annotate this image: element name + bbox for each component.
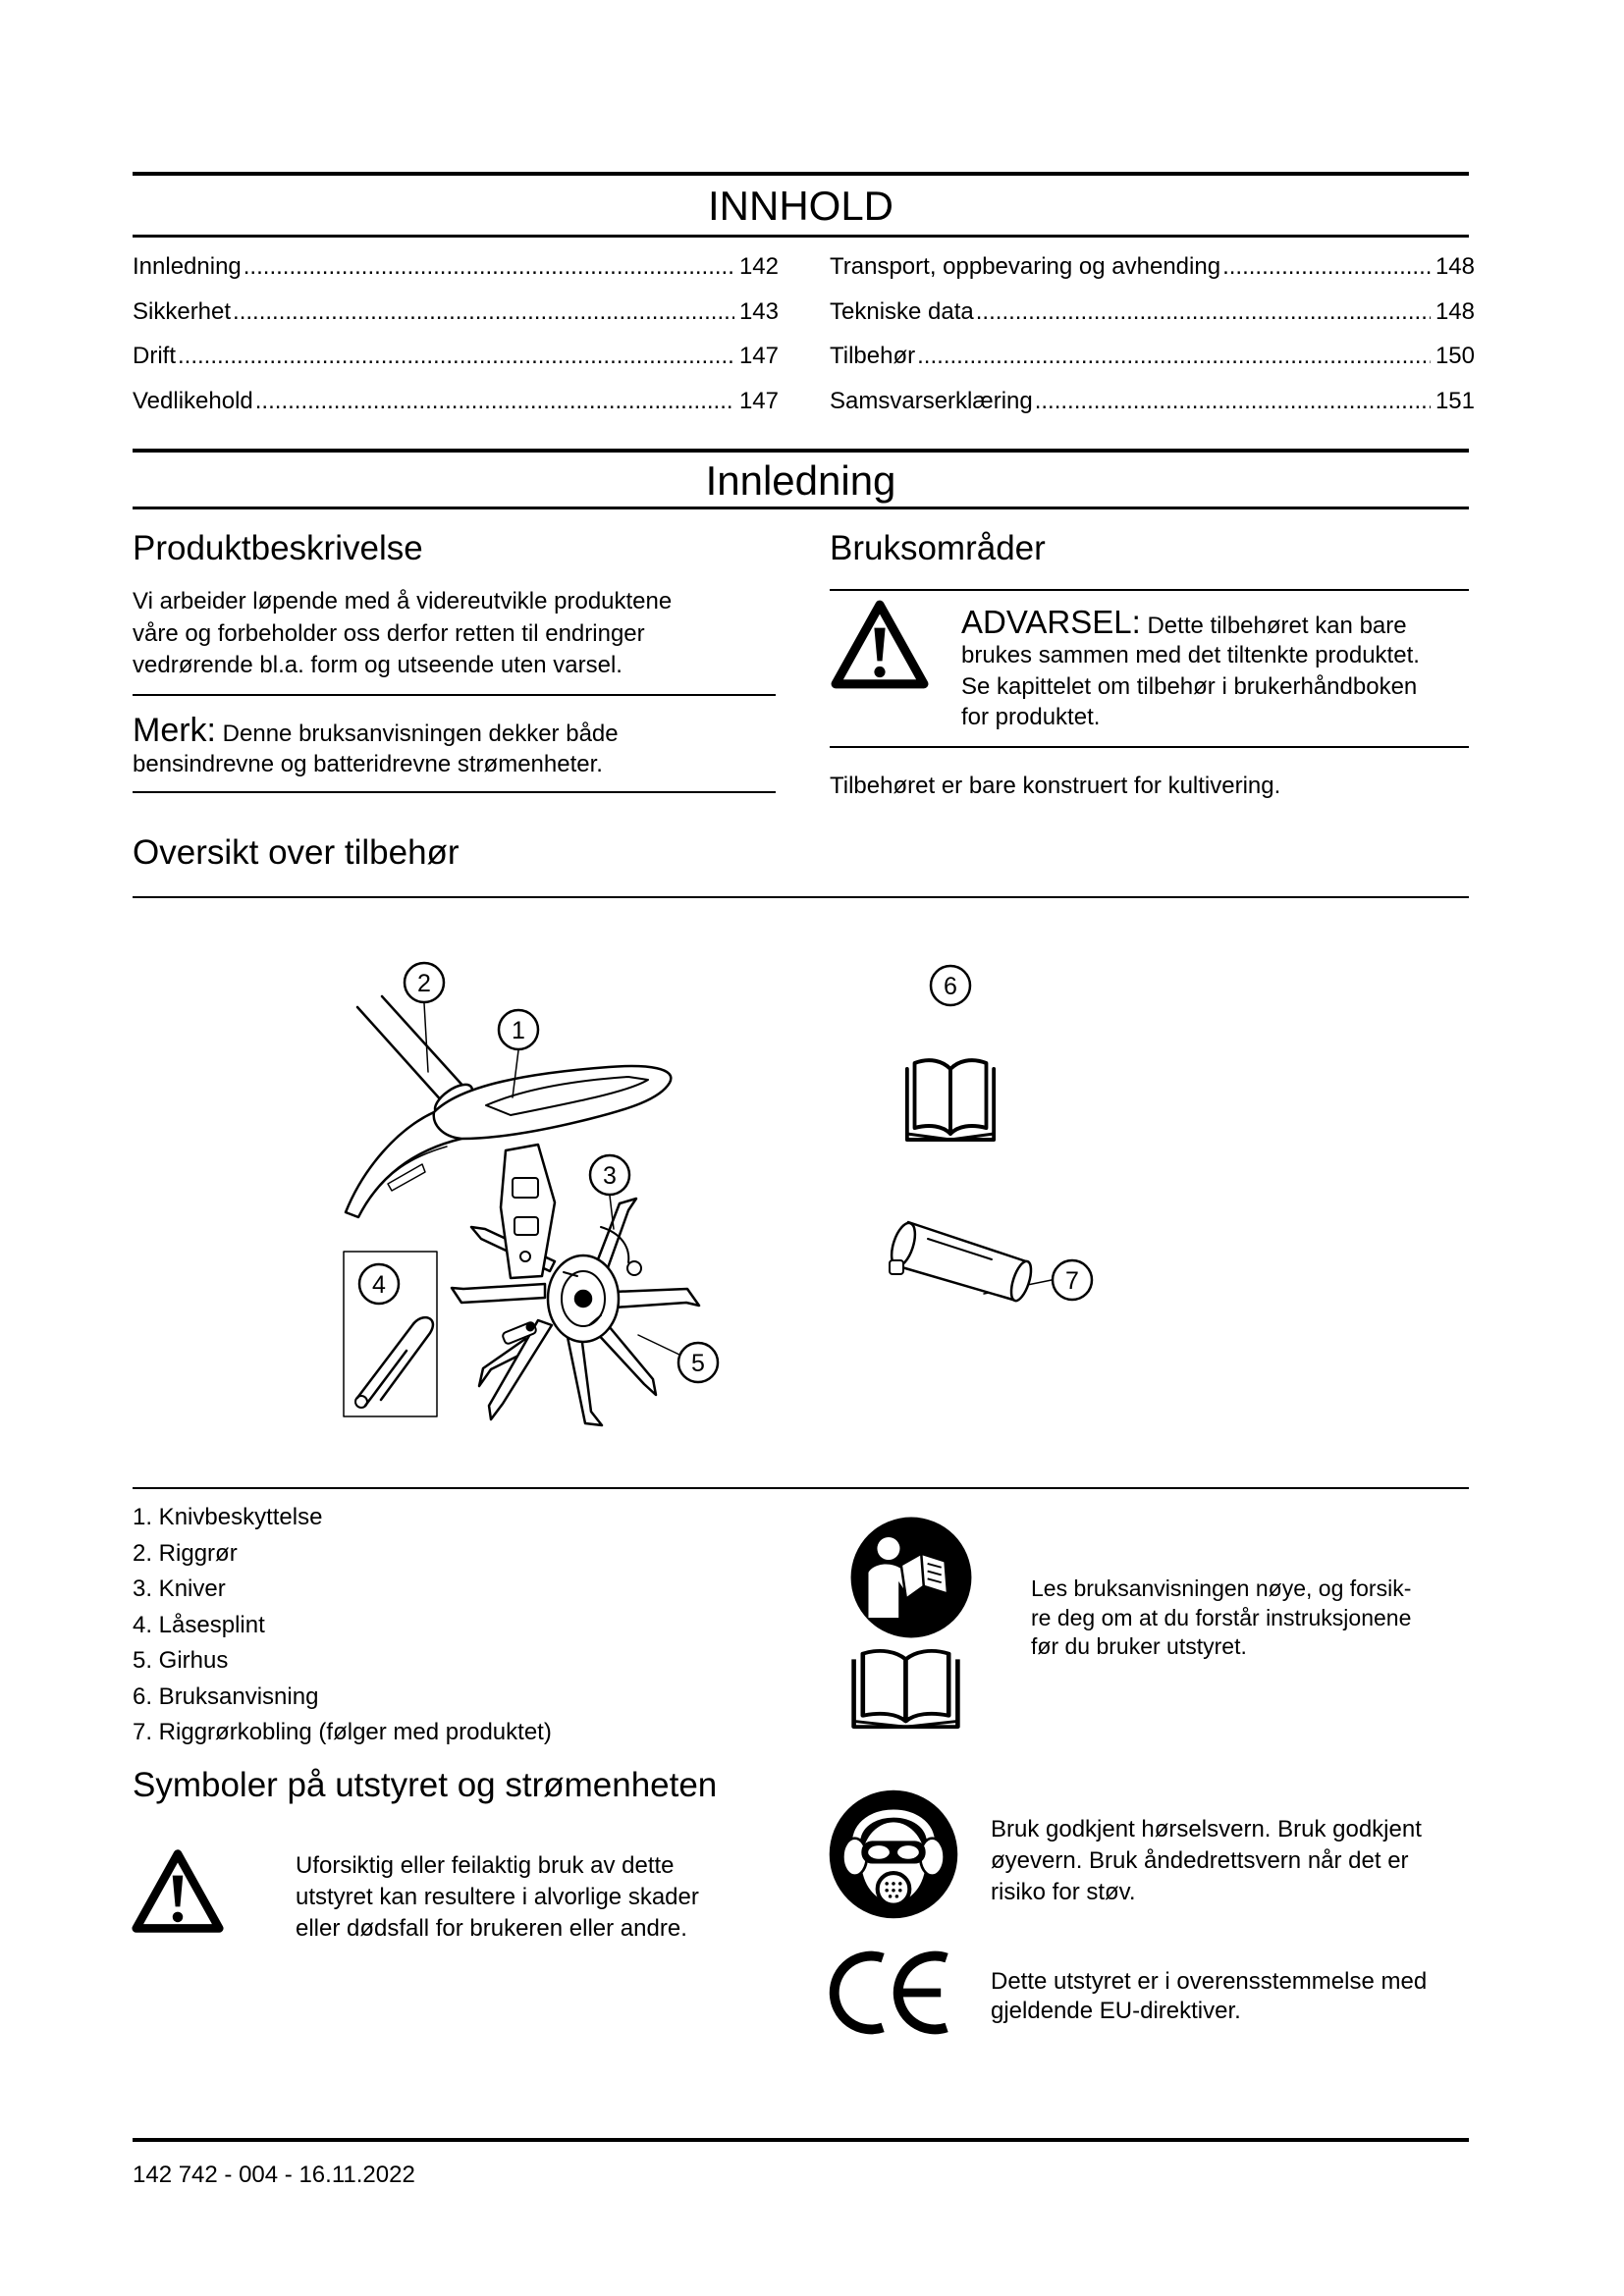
ce-mark-icon bbox=[827, 1949, 952, 2037]
note-bottom-rule bbox=[133, 791, 776, 793]
warning-text-lines bbox=[961, 640, 1420, 733]
callout-number: 1 bbox=[512, 1017, 525, 1044]
callout-number: 4 bbox=[372, 1271, 386, 1299]
manual-book-icon bbox=[907, 1060, 994, 1140]
warning-text: Dette tilbehøret kan bare bbox=[1147, 613, 1407, 639]
text-line: Se kapittelet om tilbehør i brukerhåndboken bbox=[961, 672, 1418, 700]
toc-dot-leader bbox=[976, 297, 1431, 327]
toc-entry-label: Tekniske data bbox=[830, 297, 974, 325]
toc-entry bbox=[830, 387, 1475, 432]
toc-top-rule bbox=[133, 172, 1469, 176]
callout-7 bbox=[1053, 1260, 1092, 1300]
note-text-line: bensindrevne og batteridrevne strømenheter. bbox=[133, 751, 603, 777]
toc-entry-label: Tilbehør bbox=[830, 343, 916, 370]
text-line: Dette utstyret er i overensstemmelse med bbox=[991, 1968, 1428, 1995]
symbols-heading: Symboler på utstyret og strømenheten bbox=[133, 1766, 718, 1804]
toc-entry-page: 150 bbox=[1435, 343, 1475, 370]
callout-5 bbox=[678, 1343, 718, 1382]
text-line: utstyret kan resultere i alvorlige skader bbox=[296, 1884, 699, 1910]
warning-triangle-icon bbox=[131, 1842, 225, 1942]
book-icon bbox=[849, 1646, 962, 1731]
product-description-text bbox=[133, 586, 672, 682]
toc-entry-label: Sikkerhet bbox=[133, 297, 232, 325]
toc-entry bbox=[830, 252, 1475, 297]
note-line bbox=[133, 711, 619, 754]
read-manual-text bbox=[1031, 1575, 1411, 1662]
toc-entry-page: 148 bbox=[1435, 253, 1475, 280]
ce-mark-text bbox=[991, 1967, 1427, 2026]
callout-1 bbox=[499, 1010, 538, 1049]
toc-dot-leader bbox=[1222, 252, 1431, 282]
toc-dot-leader bbox=[233, 297, 734, 327]
shaft-coupling bbox=[887, 1220, 1035, 1303]
callout-number: 3 bbox=[603, 1162, 617, 1190]
toc-title: INNHOLD bbox=[707, 183, 894, 229]
text-line: brukes sammen med det tiltenkte produktet. bbox=[961, 642, 1420, 668]
callout-number: 2 bbox=[417, 970, 431, 997]
warning-symbol-text bbox=[296, 1850, 699, 1945]
list-item: 2. Riggrør bbox=[133, 1539, 238, 1567]
toc-dot-leader bbox=[917, 342, 1431, 371]
parts-list bbox=[133, 1500, 552, 1751]
usage-text: Tilbehøret er bare konstruert for kultivering. bbox=[830, 773, 1281, 799]
toc-left-column bbox=[133, 252, 779, 432]
toc-dot-leader bbox=[255, 387, 734, 416]
text-line: gjeldende EU-direktiver. bbox=[991, 1998, 1241, 2024]
text-line: risiko for støv. bbox=[991, 1879, 1136, 1905]
list-item: 5. Girhus bbox=[133, 1647, 229, 1674]
toc-entry-page: 147 bbox=[738, 388, 779, 415]
text-line: for produktet. bbox=[961, 704, 1101, 730]
text-line: re deg om at du forstår instruksjonene bbox=[1031, 1604, 1412, 1630]
read-manual-icon bbox=[848, 1515, 974, 1640]
toc-entry-page: 143 bbox=[738, 297, 779, 325]
text-line: våre og forbeholder oss derfor retten til endringer bbox=[133, 619, 645, 647]
text-line: vedrørende bl.a. form og utseende uten varsel. bbox=[133, 652, 623, 678]
toc-entry-page: 151 bbox=[1435, 388, 1475, 415]
toc-entry-page: 142 bbox=[738, 253, 779, 280]
usage-heading: Bruksområder bbox=[830, 529, 1046, 567]
toc-dot-leader bbox=[1035, 387, 1431, 416]
callout-number: 6 bbox=[944, 973, 957, 1000]
callout-2 bbox=[405, 963, 444, 1002]
text-line: før du bruker utstyret. bbox=[1031, 1633, 1247, 1659]
callout-4 bbox=[359, 1264, 399, 1304]
note-text: Denne bruksanvisningen dekker både bbox=[222, 721, 619, 747]
toc-entry bbox=[133, 252, 779, 297]
callout-3 bbox=[590, 1155, 629, 1195]
accessory-illustration bbox=[0, 923, 1624, 1472]
list-item: 1. Knivbeskyttelse bbox=[133, 1504, 323, 1530]
intro-title: Innledning bbox=[705, 457, 896, 504]
toc-entry-page: 148 bbox=[1435, 297, 1475, 325]
text-line: eller dødsfall for brukeren eller andre. bbox=[296, 1915, 687, 1942]
text-line: Uforsiktig eller feilaktig bruk av dette bbox=[296, 1852, 675, 1879]
toc-entry-label: Drift bbox=[133, 343, 176, 370]
text-line: Les bruksanvisningen nøye, og forsik- bbox=[1031, 1575, 1412, 1601]
document-id: 142 742 - 004 - 16.11.2022 bbox=[133, 2162, 415, 2188]
note-top-rule bbox=[133, 694, 776, 696]
toc-entry-label: Transport, oppbevaring og avhending bbox=[830, 253, 1221, 280]
toc-entry bbox=[830, 342, 1475, 387]
toc-dot-leader bbox=[244, 252, 734, 282]
toc-entry-label: Vedlikehold bbox=[133, 388, 253, 415]
overview-top-rule bbox=[133, 896, 1469, 898]
toc-right-column bbox=[830, 252, 1475, 432]
protective-equipment-text bbox=[991, 1814, 1422, 1908]
list-item: 3. Kniver bbox=[133, 1575, 226, 1602]
warning-top-rule bbox=[830, 589, 1469, 591]
legend-top-rule bbox=[133, 1487, 1469, 1489]
toc-entry bbox=[133, 387, 779, 432]
toc-entry-page: 147 bbox=[738, 343, 779, 370]
list-item: 7. Riggrørkobling (følger med produktet) bbox=[133, 1719, 552, 1745]
warning-triangle-icon bbox=[830, 598, 930, 692]
toc-entry bbox=[830, 297, 1475, 343]
callout-number: 5 bbox=[691, 1350, 705, 1377]
callout-number: 7 bbox=[1065, 1267, 1079, 1295]
overview-heading: Oversikt over tilbehør bbox=[133, 833, 460, 872]
toc-title-rule bbox=[133, 235, 1469, 238]
callout-6 bbox=[931, 966, 970, 1005]
toc-dot-leader bbox=[178, 342, 734, 371]
text-line: Vi arbeider løpende med å videreutvikle produktene bbox=[133, 588, 673, 614]
toc-entry-label: Innledning bbox=[133, 253, 242, 280]
toc-entry-label: Samsvarserklæring bbox=[830, 388, 1033, 415]
protective-equipment-icon bbox=[827, 1788, 960, 1921]
intro-top-rule bbox=[133, 449, 1469, 453]
list-item: 6. Bruksanvisning bbox=[133, 1682, 319, 1710]
text-line: Bruk godkjent hørselsvern. Bruk godkjent bbox=[991, 1816, 1422, 1842]
list-item: 4. Låsesplint bbox=[133, 1611, 265, 1638]
toc-entry bbox=[133, 342, 779, 387]
warning-bottom-rule bbox=[830, 746, 1469, 748]
product-description-heading: Produktbeskrivelse bbox=[133, 529, 423, 567]
footer-rule bbox=[133, 2138, 1469, 2142]
text-line: øyevern. Bruk åndedrettsvern når det er bbox=[991, 1847, 1409, 1874]
intro-title-rule bbox=[133, 507, 1469, 509]
note-label: Merk: bbox=[133, 712, 216, 749]
gear-housing bbox=[548, 1255, 619, 1342]
toc-entry bbox=[133, 297, 779, 343]
warning-label: ADVARSEL: bbox=[961, 604, 1141, 640]
